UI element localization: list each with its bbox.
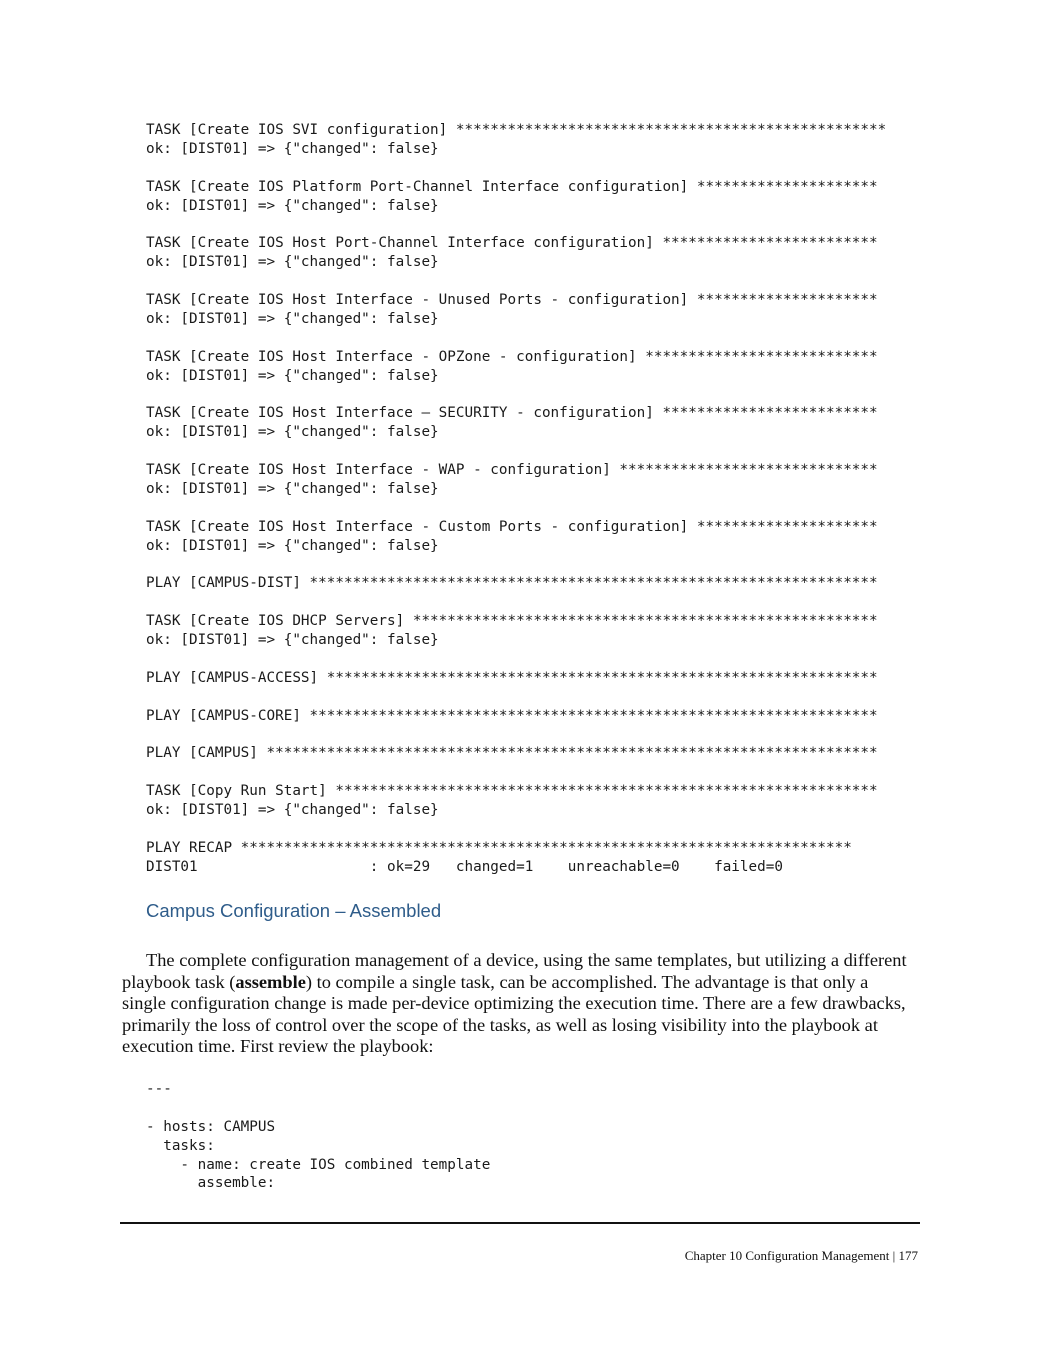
section-heading: Campus Configuration – Assembled bbox=[146, 900, 442, 921]
playbook-line: - name: create IOS combined template bbox=[146, 1156, 491, 1173]
ansible-output-line bbox=[146, 820, 926, 839]
playbook-line: --- bbox=[146, 1081, 172, 1097]
ansible-output-line bbox=[146, 329, 926, 348]
playbook-code-block bbox=[146, 1080, 846, 1193]
paragraph-text-start: The complete configuration management of a device, using the same templates, but utilizing a different playbook task ( bbox=[122, 950, 907, 992]
ansible-output-line: ok: [DIST01] => {"changed": false} bbox=[146, 802, 439, 819]
ansible-output-line bbox=[146, 272, 926, 291]
ansible-output-line: ok: [DIST01] => {"changed": false} bbox=[146, 537, 439, 554]
ansible-output-line: TASK [Create IOS Host Interface - OPZone - configuration] *************************** bbox=[146, 348, 878, 365]
ansible-output-line bbox=[146, 555, 926, 574]
ansible-output-line: PLAY [CAMPUS-ACCESS] **************************************************************** bbox=[146, 669, 878, 686]
ansible-output-line: PLAY [CAMPUS] *********************************************************************** bbox=[146, 745, 878, 762]
ansible-output-line: ok: [DIST01] => {"changed": false} bbox=[146, 424, 439, 441]
playbook-line: - hosts: CAMPUS bbox=[146, 1118, 276, 1135]
playbook-line bbox=[146, 1099, 846, 1118]
ansible-output-line: TASK [Create IOS Platform Port-Channel Interface configuration] ********************* bbox=[146, 178, 878, 195]
ansible-output-line: TASK [Create IOS Host Port-Channel Interface configuration] ************************* bbox=[146, 235, 878, 252]
ansible-output-line bbox=[146, 688, 926, 707]
ansible-output-line: ok: [DIST01] => {"changed": false} bbox=[146, 367, 439, 384]
ansible-output-line bbox=[146, 215, 926, 234]
ansible-output-line: TASK [Create IOS Host Interface - Custom Ports - configuration] ********************* bbox=[146, 518, 878, 535]
ansible-output-line: ok: [DIST01] => {"changed": false} bbox=[146, 310, 439, 327]
ansible-output-line: TASK [Create IOS Host Interface – SECURITY - configuration] ************************* bbox=[146, 405, 878, 422]
ansible-output-line: ok: [DIST01] => {"changed": false} bbox=[146, 632, 439, 649]
ansible-output-line bbox=[146, 442, 926, 461]
ansible-output-line bbox=[146, 763, 926, 782]
ansible-output-line: ok: [DIST01] => {"changed": false} bbox=[146, 197, 439, 214]
ansible-output-line bbox=[146, 159, 926, 178]
ansible-output-line: TASK [Create IOS Host Interface - WAP - configuration] ****************************** bbox=[146, 462, 878, 479]
ansible-output-line bbox=[146, 385, 926, 404]
ansible-output-line: TASK [Create IOS SVI configuration] ************************************************** bbox=[146, 122, 887, 138]
page-footer: Chapter 10 Configuration Management | 177 bbox=[684, 1248, 918, 1263]
ansible-output-line bbox=[146, 499, 926, 518]
ansible-output-line: ok: [DIST01] => {"changed": false} bbox=[146, 480, 439, 497]
ansible-output-line: PLAY [CAMPUS-CORE] ****************************************************************** bbox=[146, 707, 878, 724]
playbook-line: tasks: bbox=[146, 1137, 215, 1154]
ansible-output-line: PLAY [CAMPUS-DIST] ****************************************************************** bbox=[146, 575, 878, 592]
ansible-output-line: ok: [DIST01] => {"changed": false} bbox=[146, 140, 439, 157]
ansible-output-line bbox=[146, 726, 926, 745]
playbook-line: assemble: bbox=[146, 1175, 276, 1192]
ansible-output-line bbox=[146, 593, 926, 612]
ansible-output-line: TASK [Copy Run Start] *************************************************************** bbox=[146, 783, 878, 800]
ansible-output-line: ok: [DIST01] => {"changed": false} bbox=[146, 254, 439, 271]
ansible-output-line: DIST01 : ok=29 changed=1 unreachable=0 failed=0 bbox=[146, 858, 783, 875]
ansible-output-line bbox=[146, 650, 926, 669]
footer-divider bbox=[120, 1222, 920, 1224]
ansible-output-line: TASK [Create IOS Host Interface - Unused Ports - configuration] ********************* bbox=[146, 292, 878, 309]
ansible-output-block bbox=[146, 121, 926, 877]
ansible-output-line: PLAY RECAP *********************************************************************** bbox=[146, 839, 852, 856]
body-paragraph bbox=[122, 950, 912, 1058]
paragraph-bold-term: assemble bbox=[235, 971, 306, 992]
ansible-output-line: TASK [Create IOS DHCP Servers] ****************************************************** bbox=[146, 613, 878, 630]
paragraph-text-end: ) to compile a single task, can be accomplished. The advantage is that only a single configuration change is made per-device optimizing the execution time. There are a few drawbacks, primarily the loss of control over the scope of the tasks, as well as losing visibility into the playbook at execution time. First review the playbook: bbox=[122, 971, 906, 1057]
